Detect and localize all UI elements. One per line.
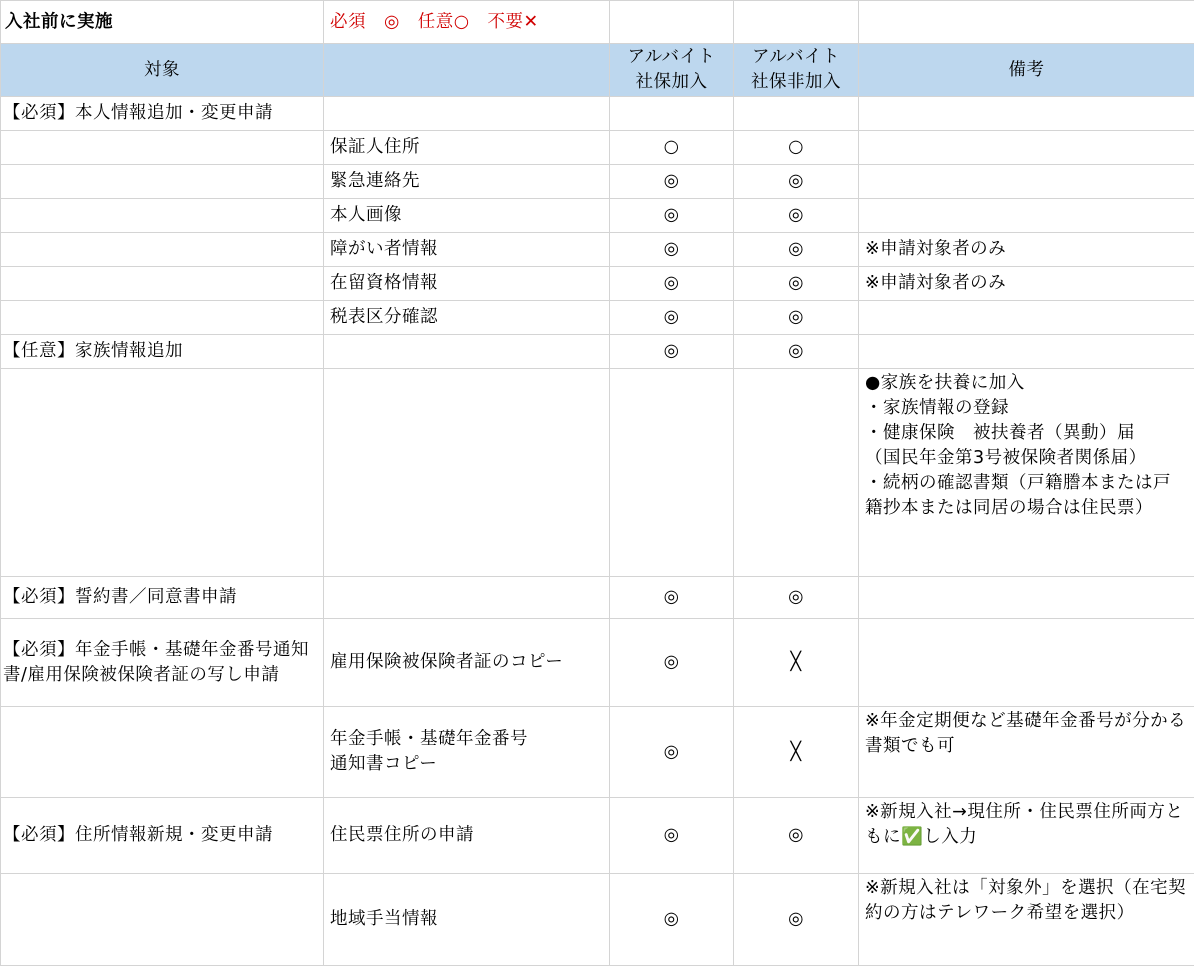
table-row xyxy=(1,233,1194,267)
insured-cell[interactable]: ◎ xyxy=(610,619,734,707)
insured-cell[interactable]: ◎ xyxy=(610,707,734,798)
category-cell[interactable] xyxy=(1,233,324,267)
note-cell[interactable] xyxy=(859,301,1194,335)
note-cell[interactable]: ※新規入社は「対象外」を選択（在宅契約の方はテレワーク希望を選択） xyxy=(859,874,1194,966)
category-cell[interactable] xyxy=(1,267,324,301)
note-cell[interactable]: ※申請対象者のみ xyxy=(859,233,1194,267)
item-cell[interactable]: 障がい者情報 xyxy=(324,233,610,267)
category-cell[interactable] xyxy=(1,369,324,577)
uninsured-cell[interactable]: ◎ xyxy=(734,267,859,301)
item-cell[interactable] xyxy=(324,335,610,369)
insured-cell[interactable]: ◎ xyxy=(610,267,734,301)
item-cell[interactable]: 雇用保険被保険者証のコピー xyxy=(324,619,610,707)
table-row xyxy=(1,131,1194,165)
item-cell[interactable]: 保証人住所 xyxy=(324,131,610,165)
note-cell[interactable] xyxy=(859,577,1194,619)
note-cell[interactable]: ※年金定期便など基礎年金番号が分かる書類でも可 xyxy=(859,707,1194,798)
item-cell[interactable] xyxy=(324,577,610,619)
note-cell[interactable] xyxy=(859,335,1194,369)
table-row xyxy=(1,707,1194,798)
table-row xyxy=(1,619,1194,707)
uninsured-cell[interactable]: ╳ xyxy=(734,707,859,798)
category-cell[interactable]: 【必須】年金手帳・基礎年金番号通知書/雇用保険被保険者証の写し申請 xyxy=(1,619,324,707)
note-cell[interactable] xyxy=(859,97,1194,131)
uninsured-cell[interactable]: ╳ xyxy=(734,619,859,707)
category-cell[interactable] xyxy=(1,301,324,335)
uninsured-cell[interactable]: ◎ xyxy=(734,335,859,369)
note-cell[interactable] xyxy=(859,131,1194,165)
table-row xyxy=(1,335,1194,369)
insured-cell[interactable]: ○ xyxy=(610,131,734,165)
note-cell[interactable]: ●家族を扶養に加入 ・家族情報の登録 ・健康保険 被扶養者（異動）届 （国民年金第3号被保険者関係届） ・続柄の確認書類（戸籍謄本または戸籍抄本または同居の場合は住民票） xyxy=(859,369,1194,577)
item-cell[interactable]: 住民票住所の申請 xyxy=(324,798,610,874)
uninsured-cell[interactable]: ◎ xyxy=(734,874,859,966)
note-cell[interactable]: ※申請対象者のみ xyxy=(859,267,1194,301)
uninsured-cell[interactable]: ◎ xyxy=(734,301,859,335)
item-cell[interactable] xyxy=(324,369,610,577)
empty-cell[interactable] xyxy=(610,1,734,44)
empty-cell[interactable] xyxy=(734,1,859,44)
uninsured-cell[interactable]: ◎ xyxy=(734,577,859,619)
category-cell[interactable] xyxy=(1,165,324,199)
uninsured-cell[interactable] xyxy=(734,369,859,577)
note-cell[interactable]: ※新規入社→現住所・住民票住所両方ともに✅し入力 xyxy=(859,798,1194,874)
insured-cell[interactable]: ◎ xyxy=(610,335,734,369)
item-cell[interactable]: 緊急連絡先 xyxy=(324,165,610,199)
insured-cell[interactable]: ◎ xyxy=(610,301,734,335)
category-cell[interactable] xyxy=(1,874,324,966)
insured-cell[interactable]: ◎ xyxy=(610,874,734,966)
category-cell[interactable]: 【必須】住所情報新規・変更申請 xyxy=(1,798,324,874)
symbol-legend: 必須 ◎ 任意○ 不要✕ xyxy=(324,1,610,44)
header-row xyxy=(1,44,1194,97)
header-part-time-uninsured[interactable]: アルバイト 社保非加入 xyxy=(734,44,859,97)
header-target[interactable]: 対象 xyxy=(1,44,324,97)
uninsured-cell[interactable]: ◎ xyxy=(734,199,859,233)
uninsured-cell[interactable]: ◎ xyxy=(734,233,859,267)
note-cell[interactable] xyxy=(859,199,1194,233)
item-cell[interactable]: 税表区分確認 xyxy=(324,301,610,335)
item-cell[interactable] xyxy=(324,97,610,131)
table-row xyxy=(1,369,1194,577)
header-part-time-insured[interactable]: アルバイト 社保加入 xyxy=(610,44,734,97)
category-cell[interactable] xyxy=(1,199,324,233)
note-cell[interactable] xyxy=(859,165,1194,199)
insured-cell[interactable]: ◎ xyxy=(610,798,734,874)
table-row xyxy=(1,267,1194,301)
item-cell[interactable]: 在留資格情報 xyxy=(324,267,610,301)
category-cell[interactable] xyxy=(1,131,324,165)
table-row xyxy=(1,199,1194,233)
uninsured-cell[interactable]: ○ xyxy=(734,131,859,165)
header-item[interactable] xyxy=(324,44,610,97)
table-row xyxy=(1,165,1194,199)
table-row xyxy=(1,301,1194,335)
empty-cell[interactable] xyxy=(859,1,1194,44)
category-cell[interactable]: 【必須】本人情報追加・変更申請 xyxy=(1,97,324,131)
category-cell[interactable]: 【任意】家族情報追加 xyxy=(1,335,324,369)
title-row xyxy=(1,1,1194,44)
uninsured-cell[interactable] xyxy=(734,97,859,131)
uninsured-cell[interactable]: ◎ xyxy=(734,798,859,874)
table-row xyxy=(1,577,1194,619)
insured-cell[interactable] xyxy=(610,97,734,131)
sheet-title: 入社前に実施 xyxy=(1,1,324,44)
table-row xyxy=(1,874,1194,966)
table-row xyxy=(1,97,1194,131)
uninsured-cell[interactable]: ◎ xyxy=(734,165,859,199)
note-cell[interactable] xyxy=(859,619,1194,707)
item-cell[interactable]: 地域手当情報 xyxy=(324,874,610,966)
item-cell[interactable]: 本人画像 xyxy=(324,199,610,233)
header-remarks[interactable]: 備考 xyxy=(859,44,1194,97)
insured-cell[interactable]: ◎ xyxy=(610,165,734,199)
category-cell[interactable] xyxy=(1,707,324,798)
insured-cell[interactable]: ◎ xyxy=(610,199,734,233)
category-cell[interactable]: 【必須】誓約書／同意書申請 xyxy=(1,577,324,619)
insured-cell[interactable] xyxy=(610,369,734,577)
item-cell[interactable]: 年金手帳・基礎年金番号 通知書コピー xyxy=(324,707,610,798)
insured-cell[interactable]: ◎ xyxy=(610,577,734,619)
table-row xyxy=(1,798,1194,874)
insured-cell[interactable]: ◎ xyxy=(610,233,734,267)
